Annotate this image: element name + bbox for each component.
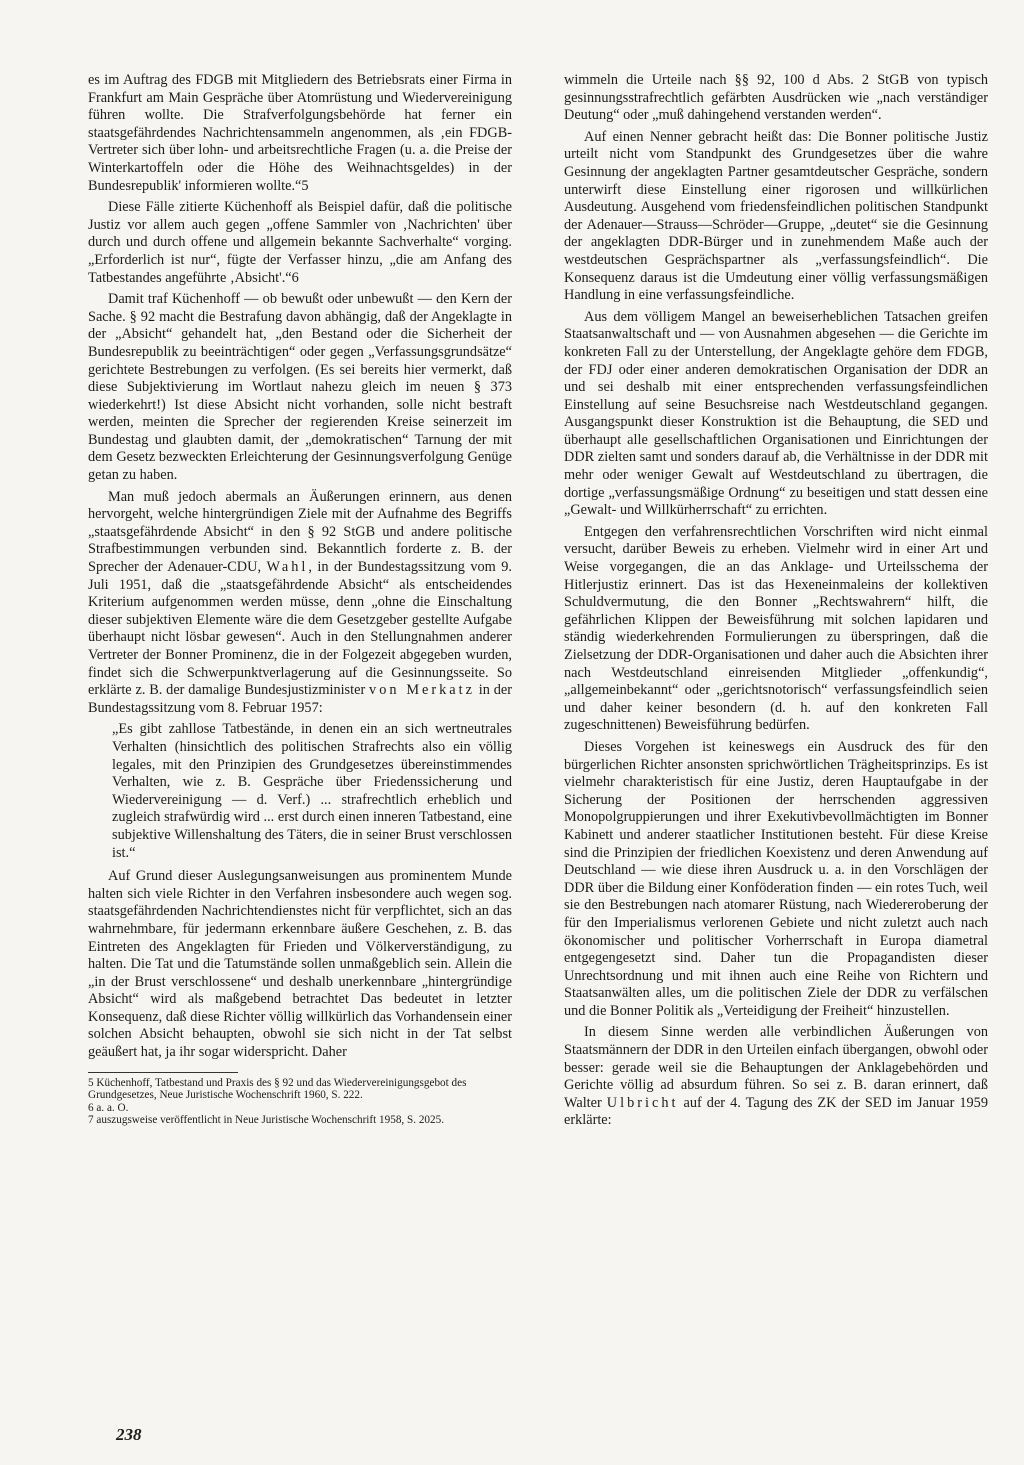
footnote: 6 a. a. O. [88,1101,129,1114]
spaced-name: Wahl [266,559,309,576]
paragraph: Dieses Vorgehen ist keineswegs ein Ausdruck des für den bürgerlichen Richter ansonsten sprichwörtlichen Trägheitsprinzips. Es ist vielmehr charakteristisch für eine Justiz, deren Hauptaufgabe in der Sicherung der Positionen der herrschenden aggressiven Monopolgruppierungen und ihrer Exekutivbevollmächtigten im Bonner Kabinett und anderer staatlicher Institutionen besteht. Für diese Kreise sind die Prinzipien der friedlichen Koexistenz und deren Anwendung auf Deutschland — wie diese ihren Ausdruck u. a. in den Vorschlägen der DDR über die Bildung einer Konföderation finden — ein rotes Tuch, weil sie den Bestrebungen nach atomarer Rüstung, nach Wiedereroberung der für den Imperialismus verlorenen Gebiete und nicht zuletzt auch nach ökonomischer und politischer Vorherrschaft in Europa diametral entgegengesetzt sind. Daher tun die Propagandisten dieser Unrechtsordnung und mit ihnen auch eine Reihe von Richtern und Staatsanwälten alles, um die politischen Ziele der DDR zu verfälschen und die Bonner Politik als „Verteidigung der Freiheit“ hinzustellen. [564,738,988,1019]
text-run: in der Bundestagssitzung vom 8. Februar 1957: [88,682,512,716]
paragraph: Damit traf Küchenhoff — ob bewußt oder unbewußt — den Kern der Sache. § 92 macht die Bestrafung davon abhängig, daß der Angeklagte in der „Absicht“ gehandelt hat, „den Bestand oder die Sicherheit der Bundesrepublik zu beeinträchtigen“ oder gegen „Verfassungsgrundsätze“ gerichtete Bestrebungen zu verfolgen. (Es sei bereits hier vermerkt, daß diese Subjektivierung im Wortlaut nahezu gleich im neuen § 373 wiederkehrt!) Ist diese Absicht nicht vorhanden, solle nicht bestraft werden, meinten die Sprecher der regierenden Kreise seinerzeit im Bundestag und glaubten damit, der „demokratischen“ Tarnung der mit dem Gesetz bezweckten Erleichterung der Gesinnungsverfolgung Genüge getan zu haben. [88,291,512,484]
text-run: Man muß jedoch abermals an Äußerungen erinnern, aus denen hervorgeht, welche hintergründigen Ziele mit der Aufnahme des Begriffs „staatsgefährdende Absicht“ in den § 92 StGB und andere politische Strafbestimmungen verbunden sind. Bekanntlich forderte z. B. der Sprecher der Adenauer-CDU, [88,488,512,576]
block-quote [88,721,512,862]
spaced-name: von Merkatz [369,682,475,699]
text-run: auf der 4. Tagung des ZK der SED im Januar 1959 erklärte: [564,1094,988,1129]
paragraph: wimmeln die Urteile nach §§ 92, 100 d Abs. 2 StGB von typisch gesinnungsstrafrechtlich gefärbten Ausdrücken wie „nach verständiger Deutung“ oder „muß dahingehend verstanden werden“. [564,72,988,124]
text-run: , in der Bundestagssitzung vom 9. Juli 1951, daß die „staatsgefährdende Absicht“ als entscheidendes Kriterium aufgenommen werden müsse, denn „ohne die Einschaltung dieser subjektiven Elemente wäre die dem Gesetzgeber gestellte Aufgabe überhaupt nicht lösbar gewesen“. Auch in den Stellungnahmen anderer Vertreter der Bonner Prominenz, die in der Folgezeit abgegeben wurden, findet sich die Schwerpunktverlagerung auf die Gesinnungsseite. So erklärte z. B. der damalige Bundesjustizminister [88,559,512,699]
paragraph: es im Auftrag des FDGB mit Mitgliedern des Betriebsrats einer Firma in Frankfurt am Main Gespräche über Atomrüstung und Wiedervereinigung führen wollte. Die Strafverfolgungsbehörde hat ferner ein staatsgefährdendes Nachrichtensammeln angenommen, als ‚ein FDGB-Vertreter sich über lohn- und arbeitsrechtliche Fragen (u. a. die Preise der Winterkartoffeln oder die Höhe des Weihnachtsgeldes) in der Bundesrepublik' informieren wollte.“5 [88,72,512,194]
left-column [88,72,512,1127]
paragraph: Entgegen den verfahrensrechtlichen Vorschriften wird nicht einmal versucht, darüber Beweis zu erheben. Vielmehr wird in einer Art und Weise vorgegangen, die an das Anklage- und Urteilsschema der Hitlerjustiz erinnert. Das ist das Hexeneinmaleins der kollektiven Schuldvermutung, die den Bonner „Rechtswahrern“ hilft, die gefährlichen Klippen der Beweisführung mit solchen lapidaren und ständig wiederkehrenden Formulierungen zu überspringen, daß die Zielsetzung der DDR-Organisationen und daher auch die Absichten ihrer nach Westdeutschland einreisenden Mitglieder „offenkundig“, „allgemeinbekannt“ oder „gerichtsnotorisch“ verfassungsfeindlich seien und daher keiner besondern (d. h. auf den konkreten Fall zugeschnittenen) Beweisführung bedürfen. [564,523,988,734]
footnotes [88,1077,512,1127]
footnote: 7 auszugsweise veröffentlicht in Neue Juristische Wochenschrift 1958, S. 2025. [88,1114,444,1127]
paragraph [564,1024,988,1130]
paragraph: Auf einen Nenner gebracht heißt das: Die Bonner politische Justiz urteilt nicht vom Standpunkt des Grundgesetzes über die wahre Gesinnung der angeklagten Partner gesamtdeutscher Gespräche, sondern unterwirft diese Einstellung einer rigorosen und willkürlichen Ausdeutung. Ausgehend vom friedensfeindlichen politischen Standpunkt der Adenauer—Strauss—Schröder—Gruppe, „deutet“ sie die Gesinnung der angeklagten DDR-Bürger und in zunehmendem Maße auch der westdeutschen Gesprächspartner als „verfassungsfeindlich“. Die Konsequenz daraus ist die Umdeutung einer völlig verfassungsmäßigen Handlung in eine verfassungsfeindliche. [564,128,988,304]
paragraph [88,489,512,718]
page-number: 238 [116,1425,142,1444]
spaced-name: Ulbricht [606,1094,679,1111]
right-column [564,72,988,1134]
paragraph: Aus dem völligem Mangel an beweiserheblichen Tatsachen greifen Staatsanwaltschaft und — von Ausnahmen abgesehen — die Gerichte im konkreten Fall zu der Unterstellung, der Angeklagte gehöre dem FDGB, der FDJ oder einer anderen demokratischen Organisation der DDR an und sei deshalb mit einer entsprechenden verfassungsfeindlichen Einstellung auf seine Besuchsreise nach Westdeutschland gegangen. Ausgangspunkt dieser Konstruktion ist die Behauptung, die SED und überhaupt alle gesellschaftlichen Organisationen und Einrichtungen der DDR zielten samt und sonders darauf ab, die Verhältnisse in der DDR mit mehr oder weniger Gewalt auf Westdeutschland zu übertragen, die dortige „verfassungsmäßige Ordnung“ zu beseitigen und statt dessen eine „Gewalt- und Willkürherrschaft“ zu errichten. [564,308,988,519]
paragraph: Diese Fälle zitierte Küchenhoff als Beispiel dafür, daß die politische Justiz vor allem auch gegen „offene Sammler von ‚Nachrichten' über durch und durch offene und allgemein bekannte Sachverhalte“ vorging. „Erforderlich ist nur“, fügte der Verfasser hinzu, „die am Anfang des Tatbestandes angeführte ‚Absicht'.“6 [88,199,512,286]
quote-text: „Es gibt zahllose Tatbestände, in denen ein an sich wertneutrales Verhalten (hinsichtlich des politischen Strafrechts also ein völlig legales, mit den Prinzipien des Grundgesetzes übereinstimmendes Verhalten, wie z. B. Gespräche über Friedenssicherung und Wiedervereinigung — d. Verf.) ... strafrechtlich erheblich und zugleich strafwürdig wird ... erst durch einen inneren Tatbestand, eine subjektive Willenshaltung des Täters, die in seiner Brust verschlossen ist.“ [112,721,512,861]
footnote: 5 Küchenhoff, Tatbestand und Praxis des § 92 und das Wiedervereinigungsgebot des Grundgesetzes, Neue Juristische Wochenschrift 1960, S. 222. [88,1076,467,1102]
text-run: In diesem Sinne werden alle verbindlichen Äußerungen von Staatsmännern der DDR in den Urteilen einfach übergangen, obwohl oder besser: gerade weil sie die Behauptungen der Anklagebehörden und Gerichte völlig ad absurdum führen. So sei z. B. daran erinnert, daß Walter [564,1024,988,1111]
paragraph: Auf Grund dieser Auslegungsanweisungen aus prominentem Munde halten sich viele Richter in den Verfahren insbesondere auch wegen sog. staatsgefährdenden Nachrichtendienstes nicht für verpflichtet, sich an das wahrnehmbare, für jedermann erkennbare äußere Geschehen, z. B. das Eintreten des Angeklagten für Frieden und Völkerverständigung, zu halten. Die Tat und die Tatumstände sollen unmaßgeblich sein. Allein die „in der Brust verschlossene“ und deshalb unerkennbare „hintergründige Absicht“ wird als maßgebend betrachtet Das bedeutet in letzter Konsequenz, daß diese Richter völlig willkürlich das Vorhandensein einer solchen Absicht behaupten, obwohl sie sich nicht in der Tat selbst geäußert hat, ja ihr sogar widerspricht. Daher [88,868,512,1061]
footnote-rule [88,1072,238,1073]
